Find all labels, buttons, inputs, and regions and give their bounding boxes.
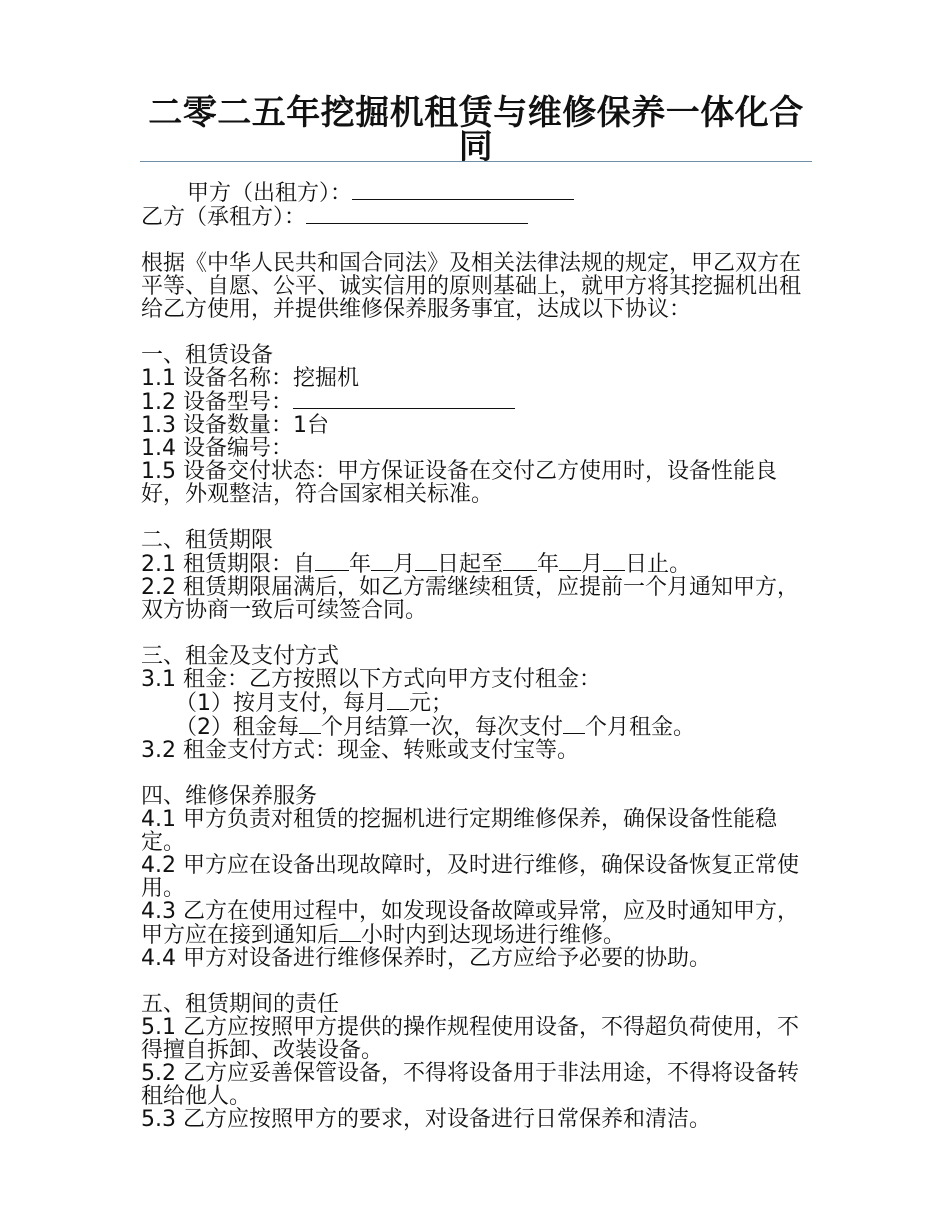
year-label: 年 [537, 552, 560, 577]
clause-1-4 [141, 437, 809, 460]
start-year-blank [315, 552, 349, 571]
section-3-heading: 三、租金及支付方式 [141, 644, 340, 669]
section-2-heading: 二、租赁期限 [141, 528, 274, 553]
end-month-blank [559, 552, 581, 571]
section-5-heading: 五、租赁期间的责任 [141, 992, 340, 1017]
clause-1-4-text: 1.4 设备编号： [141, 436, 293, 461]
settle-months-blank [299, 715, 321, 734]
pay-months-blank [563, 715, 585, 734]
clause-3-1-1-text: （1）按月支付，每月 [175, 691, 387, 716]
section-4-heading: 四、维修保养服务 [141, 784, 318, 809]
clause-4-3 [141, 900, 809, 947]
clause-3-1-2-text: （2）租金每 [175, 715, 299, 740]
clause-4-4: 4.4 甲方对设备进行维修保养时，乙方应给予必要的协助。 [141, 946, 711, 971]
clause-3-1-1 [141, 691, 809, 715]
until-label: 日起至 [437, 552, 504, 577]
clause-5-1: 5.1 乙方应按照甲方提供的操作规程使用设备，不得超负荷使用，不得擅自拆卸、改装设备。 [141, 1015, 799, 1063]
document-title: 二零二五年挖掘机租赁与维修保养一体化合同 [148, 93, 804, 167]
clause-1-3: 1.3 设备数量：1台 [141, 413, 329, 438]
year-label: 年 [348, 552, 371, 577]
clause-5-3: 5.3 乙方应按照甲方的要求，对设备进行日常保养和清洁。 [141, 1107, 711, 1132]
end-year-blank [503, 552, 537, 571]
section-1-heading: 一、租赁设备 [141, 343, 274, 368]
clause-2-1 [141, 552, 809, 576]
model-blank [293, 390, 515, 409]
clause-2-1-text: 2.1 租赁期限：自 [141, 552, 315, 577]
clause-3-1-2 [141, 715, 809, 739]
monthly-rent-blank [387, 691, 409, 710]
clause-5-2: 5.2 乙方应妥善保管设备，不得将设备用于非法用途，不得将设备转租给他人。 [141, 1061, 799, 1109]
clause-3-2: 3.2 租金支付方式：现金、转账或支付宝等。 [141, 738, 579, 763]
clause-4-3-text: 4.3 乙方在使用过程中，如发现设备故障或异常，应及时通知甲方，甲方应在接到通知后 [141, 899, 799, 948]
month-label: 月 [581, 552, 604, 577]
clause-1-5: 1.5 设备交付状态：甲方保证设备在交付乙方使用时，设备性能良好，外观整洁，符合国家相关标准。 [141, 459, 777, 507]
end-day-blank [603, 552, 625, 571]
clause-4-2: 4.2 甲方应在设备出现故障时，及时进行维修，确保设备恢复正常使用。 [141, 853, 799, 901]
clause-3-1-2-end: 个月租金。 [585, 715, 696, 740]
clause-1-2-text: 1.2 设备型号： [141, 390, 293, 415]
clause-2-2: 2.2 租赁期限届满后，如乙方需继续租赁，应提前一个月通知甲方，双方协商一致后可续签合同。 [141, 575, 799, 623]
clause-3-1: 3.1 租金：乙方按照以下方式向甲方支付租金： [141, 667, 601, 692]
party-b-blank [306, 205, 528, 224]
title-divider [140, 161, 812, 162]
party-b-label: 乙方（承租方）： [141, 205, 307, 230]
response-hours-blank [339, 923, 361, 942]
start-day-blank [415, 552, 437, 571]
preamble-paragraph: 根据《中华人民共和国合同法》及相关法律法规的规定，甲乙双方在平等、自愿、公平、诚实信用的原则基础上，就甲方将其挖掘机出租给乙方使用，并提供维修保养服务事宜，达成以下协议： [141, 251, 802, 322]
start-month-blank [371, 552, 393, 571]
clause-4-3-end: 小时内到达现场进行维修。 [361, 923, 626, 948]
party-a-blank [352, 181, 574, 200]
day-end-label: 日止。 [625, 552, 692, 577]
clause-3-1-2-mid: 个月结算一次，每次支付 [321, 715, 564, 740]
party-a-line [141, 181, 809, 205]
party-b-line [141, 205, 809, 229]
contract-body [141, 181, 809, 1131]
yuan-label: 元； [409, 691, 454, 716]
clause-1-1: 1.1 设备名称：挖掘机 [141, 366, 359, 391]
clause-1-2 [141, 390, 809, 414]
month-label: 月 [393, 552, 416, 577]
party-a-label: 甲方（出租方）： [187, 181, 353, 206]
clause-4-1: 4.1 甲方负责对租赁的挖掘机进行定期维修保养，确保设备性能稳定。 [141, 807, 777, 855]
